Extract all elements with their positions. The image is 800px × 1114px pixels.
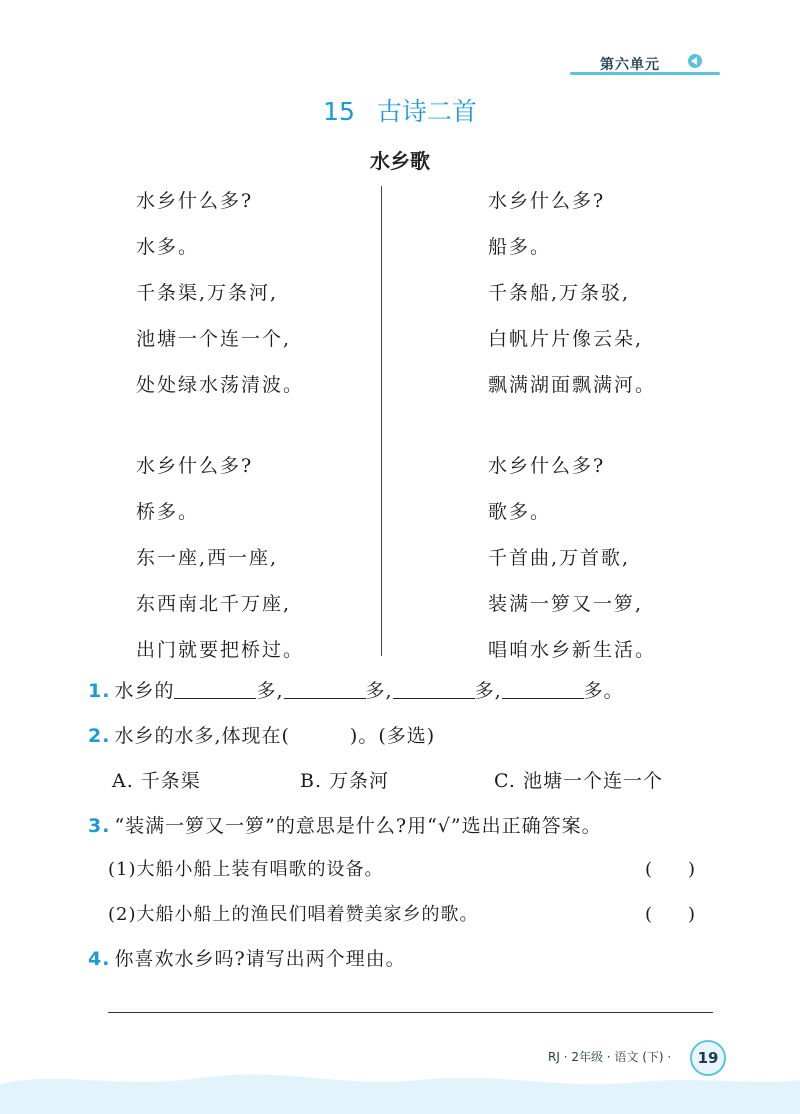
- question-3-item-1: (1)大船小船上装有唱歌的设备。: [108, 859, 384, 880]
- answer-writing-line[interactable]: [108, 1012, 713, 1013]
- question-2: [88, 721, 435, 748]
- question-1-part: 多,: [474, 680, 502, 702]
- poem-line: 船多。: [488, 236, 552, 258]
- poem-title: 水乡歌: [370, 149, 430, 173]
- option-c[interactable]: C. 池塘一个连一个: [494, 770, 663, 792]
- question-1-part: 多,: [256, 680, 284, 702]
- poem-line: 水乡什么多?: [488, 455, 606, 477]
- poem-line: 出门就要把桥过。: [136, 639, 305, 661]
- question-1-part: 多。: [583, 680, 624, 702]
- question-number: 3.: [88, 815, 111, 837]
- poem-line: 千条渠,万条河,: [136, 282, 279, 304]
- poem-line: 歌多。: [488, 501, 552, 523]
- question-3-text: “装满一箩又一箩”的意思是什么?用“√”选出正确答案。: [114, 815, 602, 837]
- answer-paren[interactable]: ( ): [645, 904, 696, 925]
- answer-blank[interactable]: [174, 680, 256, 699]
- poem-line: 桥多。: [136, 501, 200, 523]
- unit-label: 第六单元: [600, 57, 660, 73]
- poem-line: 千条船,万条驳,: [488, 282, 631, 304]
- poem-line: 东一座,西一座,: [136, 547, 279, 569]
- poem-line: 水乡什么多?: [488, 190, 606, 212]
- stanza-1: [136, 178, 304, 408]
- wave-decoration: [0, 1060, 800, 1114]
- question-number: 4.: [88, 948, 111, 970]
- poem-line: 东西南北千万座,: [136, 593, 292, 615]
- poem-line: 水乡什么多?: [136, 455, 254, 477]
- footer-label: RJ · 2年级 · 语文 (下) ·: [548, 1050, 672, 1064]
- poem-line: 水乡什么多?: [136, 190, 254, 212]
- question-number: 2.: [88, 725, 111, 747]
- unit-tag: [560, 50, 720, 80]
- arrow-left-icon: [688, 54, 702, 68]
- poem-line: 白帆片片像云朵,: [488, 328, 644, 350]
- answer-blank[interactable]: [284, 680, 366, 699]
- poem-line: 处处绿水荡清波。: [136, 374, 305, 396]
- option-a[interactable]: A. 千条渠: [112, 770, 201, 792]
- question-3-item-2: (2)大船小船上的渔民们唱着赞美家乡的歌。: [108, 904, 479, 925]
- question-2-text: 水乡的水多,体现在( )。(多选): [114, 725, 436, 747]
- poem-line: 池塘一个连一个,: [136, 328, 292, 350]
- question-1-part: 多,: [365, 680, 393, 702]
- poem-line: 唱咱水乡新生活。: [488, 639, 657, 661]
- answer-paren[interactable]: ( ): [645, 859, 696, 880]
- question-3: [88, 811, 602, 838]
- question-4: [88, 944, 406, 971]
- poem-line: 水多。: [136, 236, 200, 258]
- poem-line: 装满一箩又一箩,: [488, 593, 644, 615]
- question-4-text: 你喜欢水乡吗?请写出两个理由。: [114, 948, 406, 970]
- answer-blank[interactable]: [502, 680, 584, 699]
- question-1-prefix: 水乡的: [114, 680, 175, 702]
- question-number: 1.: [88, 680, 111, 702]
- lesson-title: [0, 92, 800, 128]
- stanza-3: [136, 443, 304, 673]
- question-1: [88, 676, 624, 703]
- lesson-number: 15: [323, 97, 355, 126]
- poem-line: 飘满湖面飘满河。: [488, 374, 657, 396]
- lesson-name: 古诗二首: [376, 97, 477, 126]
- column-divider: [381, 186, 382, 656]
- answer-blank[interactable]: [393, 680, 475, 699]
- stanza-2: [488, 178, 656, 408]
- poem-line: 千首曲,万首歌,: [488, 547, 631, 569]
- stanza-4: [488, 443, 656, 673]
- option-b[interactable]: B. 万条河: [300, 770, 390, 792]
- page-number: 19: [690, 1040, 726, 1076]
